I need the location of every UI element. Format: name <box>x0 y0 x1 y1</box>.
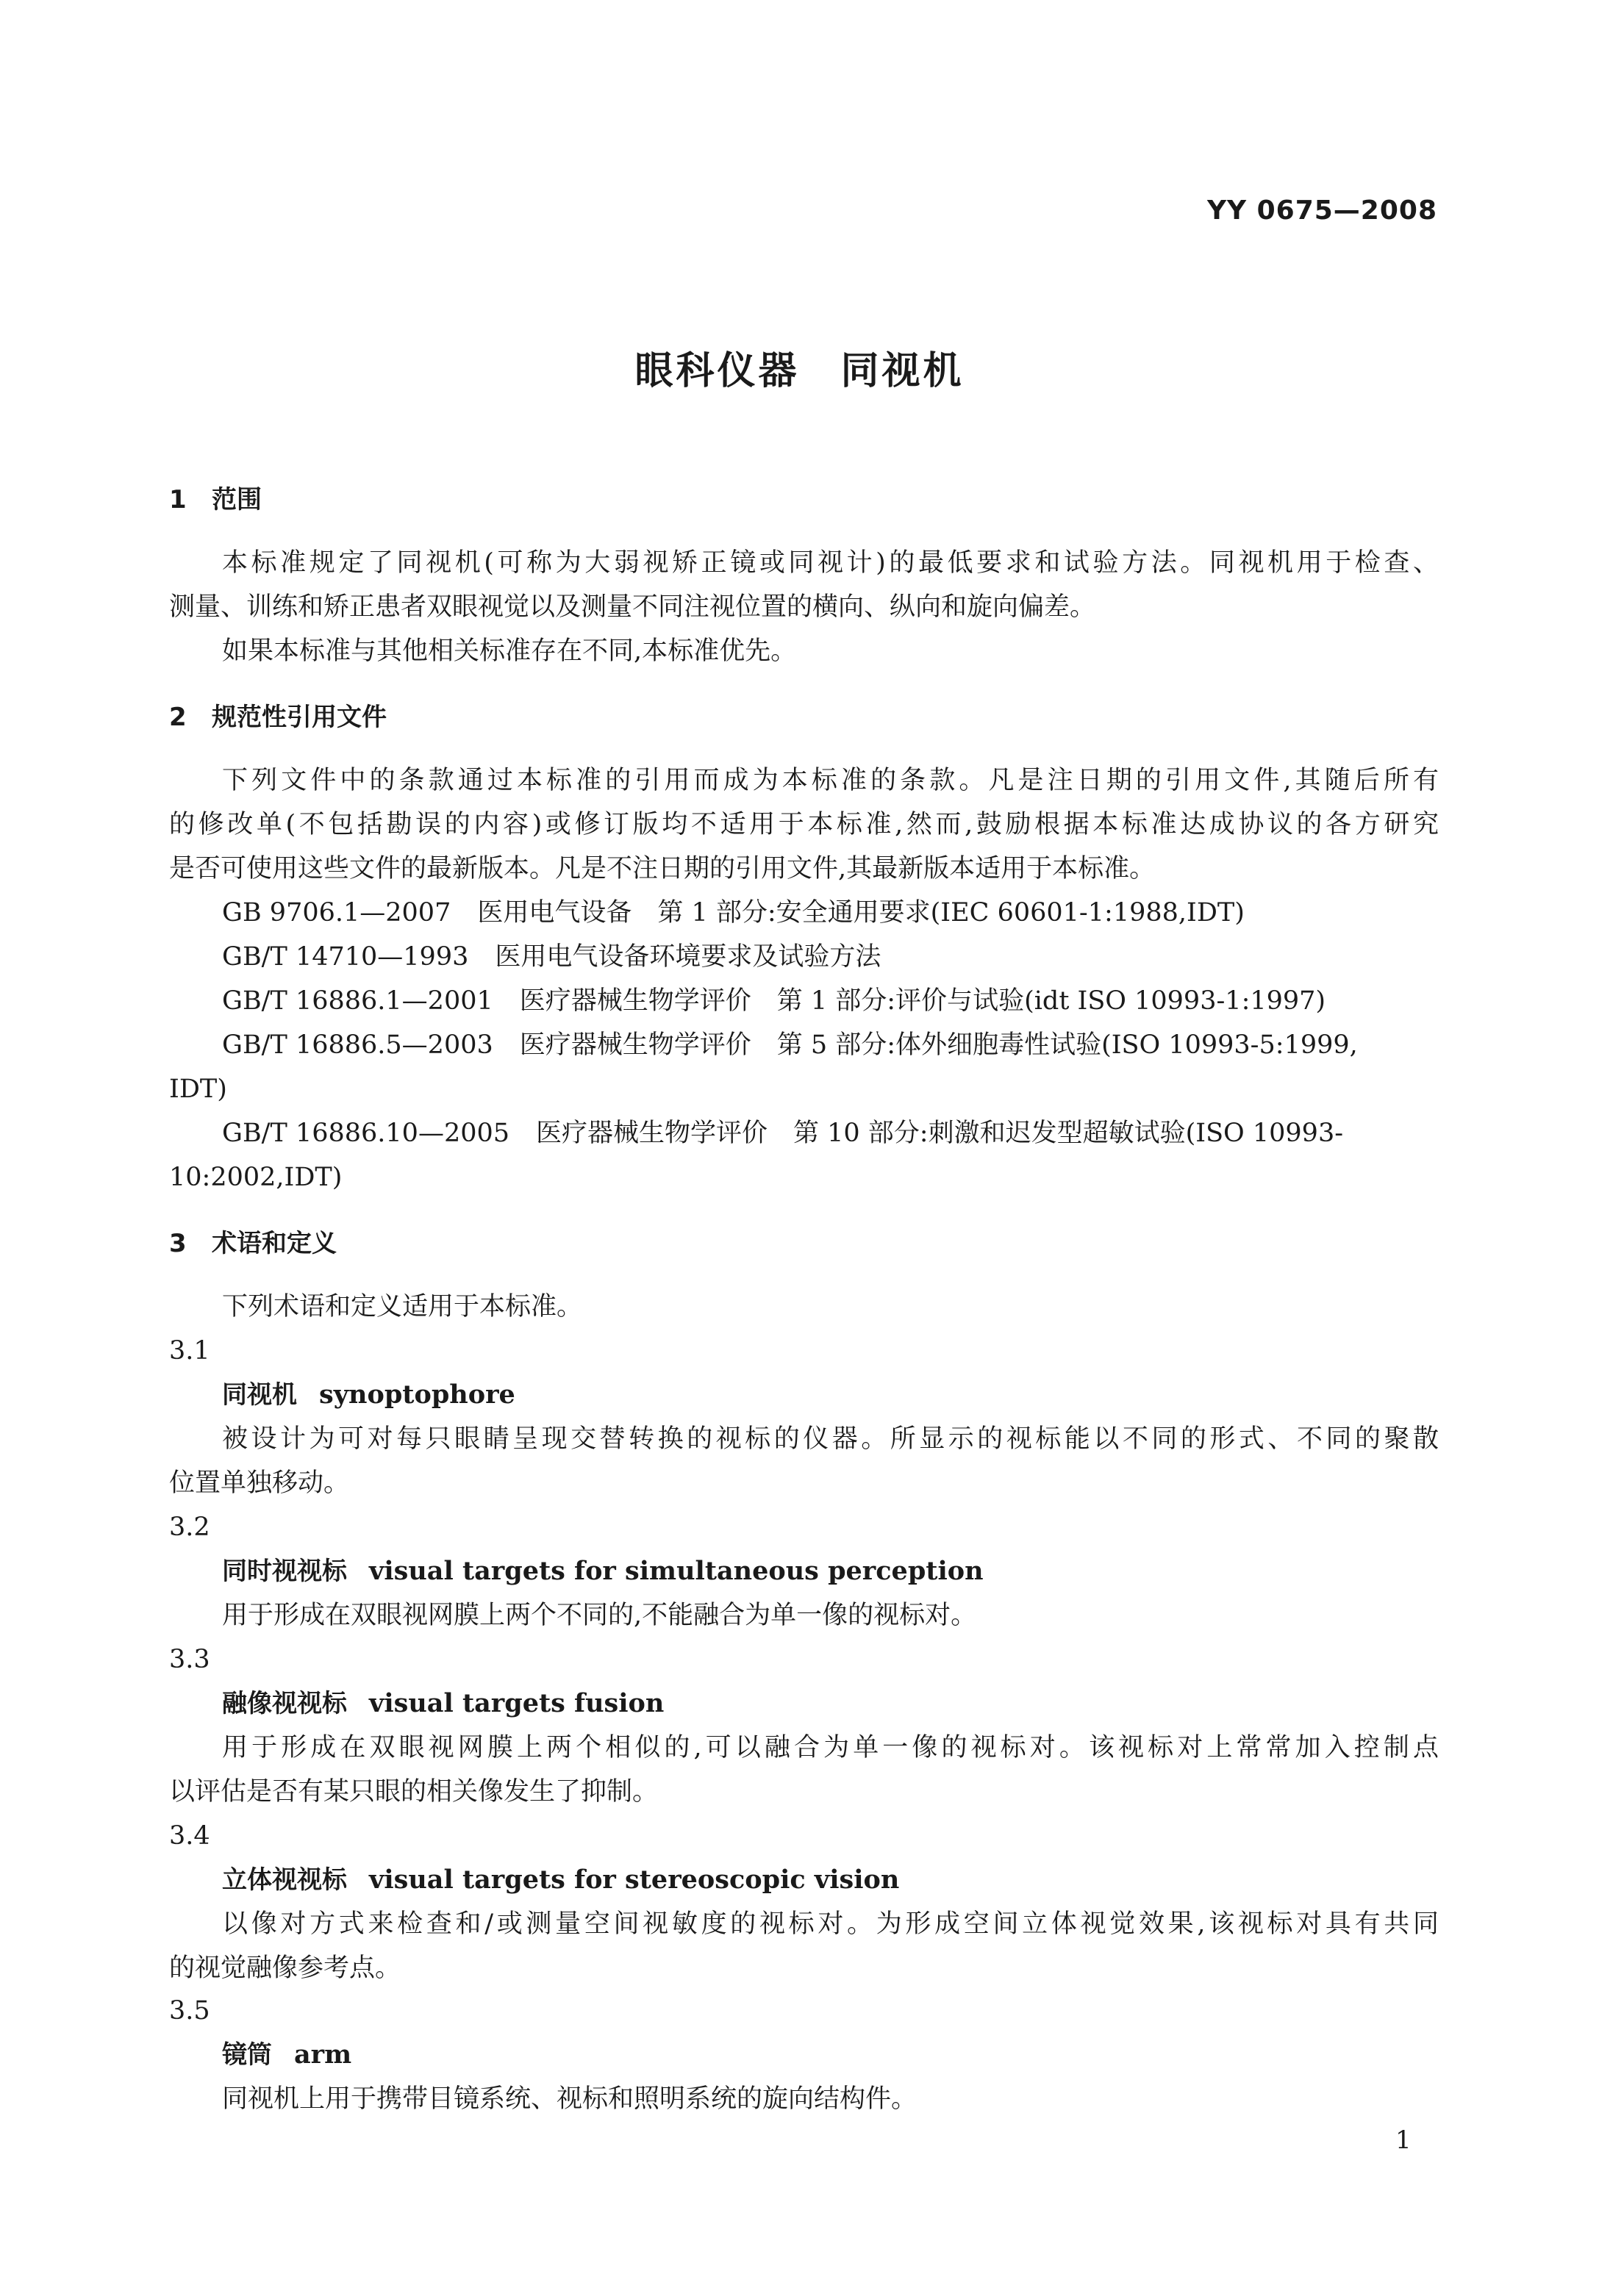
reference-title: 医疗器械生物学评价 第 5 部分:体外细胞毒性试验(ISO 10993-5:1999, <box>519 1030 1358 1060</box>
reference-code: GB/T 16886.5—2003 <box>222 1030 493 1060</box>
term-number: 3.4 <box>169 1821 210 1851</box>
section-number: 3 <box>169 1229 187 1258</box>
reference-item <box>222 986 1326 1016</box>
term-en: arm <box>294 2040 352 2070</box>
reference-code: GB/T 16886.10—2005 <box>222 1119 510 1148</box>
section-heading-scope <box>169 485 262 514</box>
reference-code: GB 9706.1—2007 <box>222 898 451 928</box>
definition-line: 以像对方式来检查和/或测量空间视敏度的视标对。为形成空间立体视觉效果,该视标对具有共同 <box>222 1909 1439 1939</box>
document-code: YY 0675—2008 <box>1206 195 1437 226</box>
section-title: 术语和定义 <box>212 1229 337 1258</box>
term-heading <box>222 2040 351 2070</box>
term-en: visual targets for stereoscopic vision <box>369 1865 900 1895</box>
reference-item <box>222 942 881 972</box>
reference-code: GB/T 14710—1993 <box>222 942 469 972</box>
definition-line: 用于形成在双眼视网膜上两个相似的,可以融合为单一像的视标对。该视标对上常常加入控制点 <box>222 1733 1439 1762</box>
paragraph-line: 如果本标准与其他相关标准存在不同,本标准优先。 <box>222 636 797 666</box>
term-number: 3.1 <box>169 1336 210 1366</box>
term-heading <box>222 1557 984 1586</box>
term-number: 3.2 <box>169 1513 210 1542</box>
term-heading <box>222 1689 664 1718</box>
paragraph-line: 本标准规定了同视机(可称为大弱视矫正镜或同视计)的最低要求和试验方法。同视机用于检查、 <box>222 548 1439 578</box>
section-heading-terms-definitions <box>169 1229 337 1258</box>
paragraph-line: 下列文件中的条款通过本标准的引用而成为本标准的条款。凡是注日期的引用文件,其随后所有 <box>222 766 1439 795</box>
term-number: 3.5 <box>169 1996 210 2026</box>
section-title: 规范性引用文件 <box>212 703 387 732</box>
page-title: 眼科仪器 同视机 <box>634 349 965 393</box>
section-heading-normative-references <box>169 703 387 732</box>
term-heading <box>222 1380 515 1410</box>
reference-item <box>222 898 1245 928</box>
reference-code: GB/T 16886.1—2001 <box>222 986 493 1016</box>
paragraph-line: 的修改单(不包括勘误的内容)或修订版均不适用于本标准,然而,鼓励根据本标准达成协议的各方研究 <box>169 810 1439 839</box>
reference-title: 医疗器械生物学评价 第 10 部分:刺激和迟发型超敏试验(ISO 10993- <box>536 1119 1344 1148</box>
reference-continuation: 10:2002,IDT) <box>169 1163 343 1192</box>
definition-line: 被设计为可对每只眼睛呈现交替转换的视标的仪器。所显示的视标能以不同的形式、不同的聚散 <box>222 1424 1439 1454</box>
term-en: synoptophore <box>319 1380 515 1410</box>
definition-line: 以评估是否有某只眼的相关像发生了抑制。 <box>169 1777 659 1807</box>
section-number: 2 <box>169 703 187 732</box>
definition-line: 同视机上用于携带目镜系统、视标和照明系统的旋向结构件。 <box>222 2084 917 2114</box>
definition-line: 的视觉融像参考点。 <box>169 1954 401 1983</box>
term-heading <box>222 1865 899 1895</box>
term-zh: 融像视视标 <box>222 1689 347 1718</box>
paragraph-line: 下列术语和定义适用于本标准。 <box>222 1292 583 1321</box>
section-number: 1 <box>169 485 187 514</box>
term-en: visual targets fusion <box>369 1688 665 1718</box>
term-zh: 立体视视标 <box>222 1865 347 1895</box>
term-number: 3.3 <box>169 1645 210 1674</box>
term-zh: 同时视视标 <box>222 1557 347 1586</box>
paragraph-line: 是否可使用这些文件的最新版本。凡是不注日期的引用文件,其最新版本适用于本标准。 <box>169 854 1156 883</box>
reference-title: 医用电气设备环境要求及试验方法 <box>495 942 881 972</box>
definition-line: 位置单独移动。 <box>169 1468 350 1498</box>
reference-item <box>222 1119 1343 1148</box>
paragraph-line: 测量、训练和矫正患者双眼视觉以及测量不同注视位置的横向、纵向和旋向偏差。 <box>169 592 1096 622</box>
term-zh: 同视机 <box>222 1380 297 1410</box>
page-number: 1 <box>1395 2125 1412 2155</box>
definition-line: 用于形成在双眼视网膜上两个不同的,不能融合为单一像的视标对。 <box>222 1601 977 1630</box>
reference-title: 医用电气设备 第 1 部分:安全通用要求(IEC 60601-1:1988,IDT) <box>477 898 1245 928</box>
term-zh: 镜筒 <box>222 2040 272 2070</box>
term-en: visual targets for simultaneous perception <box>369 1556 984 1586</box>
section-title: 范围 <box>212 485 262 514</box>
reference-title: 医疗器械生物学评价 第 1 部分:评价与试验(idt ISO 10993-1:1997) <box>519 986 1326 1016</box>
reference-item <box>222 1030 1358 1060</box>
reference-continuation: IDT) <box>169 1075 227 1104</box>
